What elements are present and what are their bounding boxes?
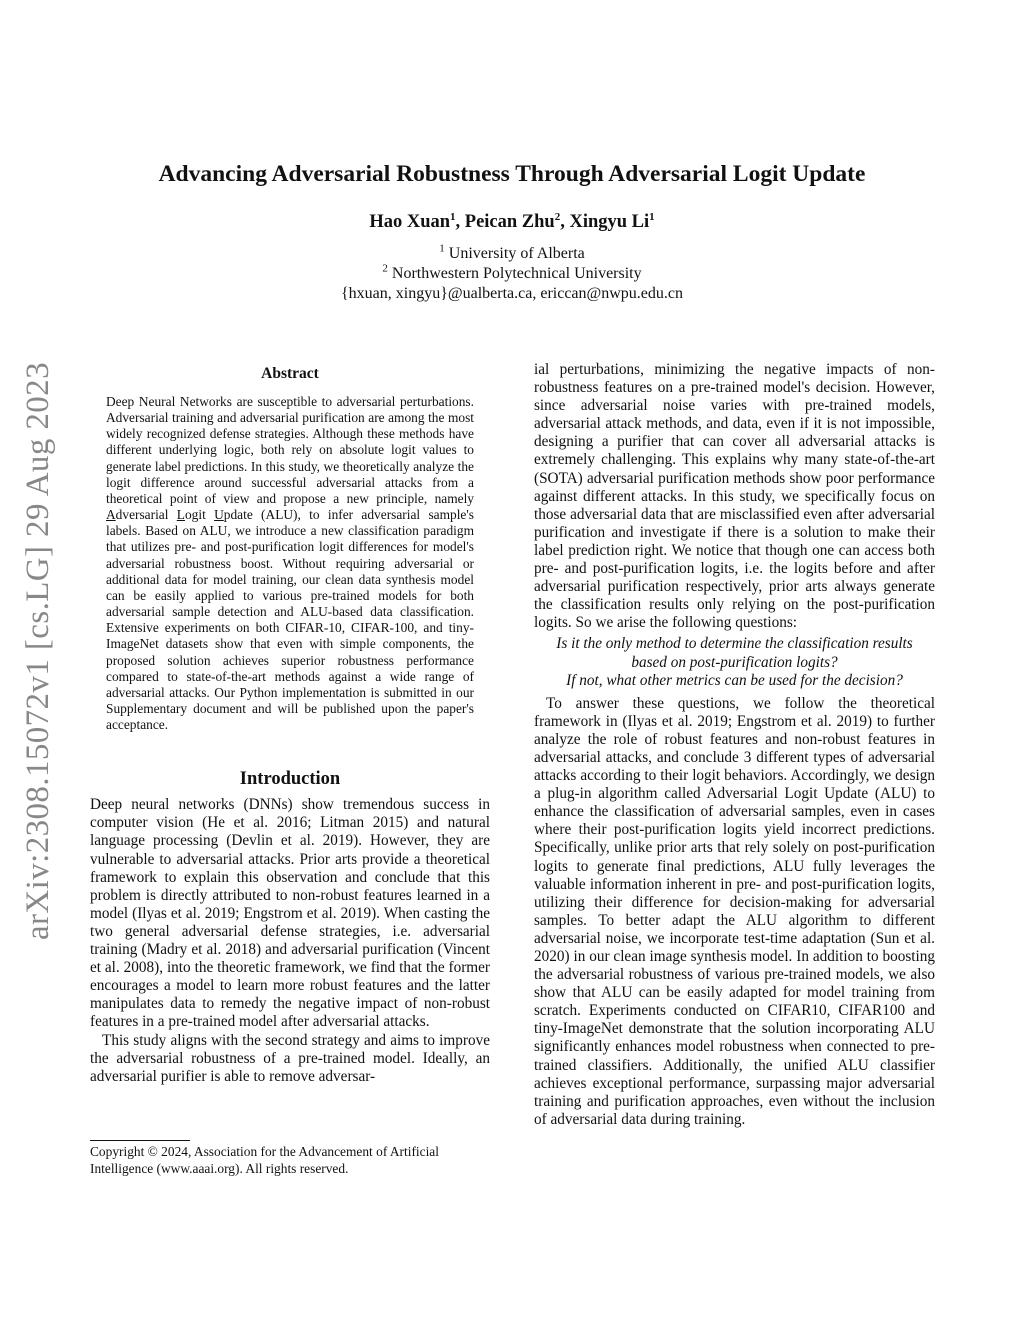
affiliations: [100, 244, 924, 304]
question-1-line-1: Is it the only method to determine the classification results: [556, 635, 913, 653]
paper-title: Advancing Adversarial Robustness Through Adversarial Logit Update: [158, 161, 866, 187]
footnote-rule: [90, 1140, 190, 1141]
affiliation: $^2$ Northwestern Polytechnical University: [382, 262, 642, 282]
right-paragraph-2: To answer these questions, we follow the theoretical framework in (Ilyas et al. 2019; Engstrom et al. 2019) to further analyze the role of robust features and non-robust features in adversarial attacks, and conclude 3 different types of adversarial attacks according to their logit behaviors. Accordingly, we design a plug-in algorithm called Adversarial Logit Update (ALU) to enhance the classification of adversarial samples, even in cases where their post-purification logits yield incorrect predictions. Specifically, unlike prior arts that rely solely on post-purification logits to generate final predictions, ALU fully leverages the valuable information inherent in pre- and post-purification logits, utilizing their difference for decision-making for adversarial samples. To better adapt the ALU algorithm to different adversarial noise, we incorporate test-time adaptation (Sun et al. 2020) in our clean image synthesis model. In addition to boosting the adversarial robustness of various pre-trained models, we also show that ALU can be easily adapted for model training from scratch. Experiments conducted on CIFAR10, CIFAR100 and tiny-ImageNet demonstrate that the solution incorporating ALU significantly enhances model robustness when connected to pre-trained classifiers. Additionally, the unified ALU classifier achieves exceptional performance, surpassing major adversarial training and purification approaches, even without the inclusion of adversarial data during training.: [534, 694, 935, 1128]
question-2: If not, what other metrics can be used for the decision?: [566, 671, 903, 689]
author: Peican Zhu$^2$,: [464, 210, 570, 232]
question-1-line-2: based on post-purification logits?: [631, 653, 838, 671]
abstract-heading: Abstract: [261, 365, 319, 382]
copyright-footnote: Copyright © 2024, Association for the Advancement of Artificial Intelligence (www.aaai.org). All rights reserved.: [90, 1144, 439, 1176]
arxiv-stamp: arXiv:2308.15072v1 [cs.LG] 29 Aug 2023: [20, 362, 56, 940]
left-column: [90, 364, 490, 1086]
introduction-heading: Introduction: [239, 769, 341, 790]
author-list: [100, 209, 924, 235]
research-questions: [534, 635, 935, 689]
author-emails: {hxuan, xingyu}@ualberta.ca, ericcan@nwpu.edu.cn: [340, 285, 684, 302]
affiliation: $^1$ University of Alberta: [439, 242, 585, 262]
right-column: [534, 361, 935, 1129]
alu-acronym: Adversarial Logit Update: [106, 507, 253, 523]
intro-paragraph-2: This study aligns with the second strategy and aims to improve the adversarial robustness of a pre-trained model. Ideally, an adversarial purifier is able to remove adversar-: [90, 1031, 490, 1085]
author: Xingyu Li$^1$: [569, 210, 655, 232]
author: Hao Xuan$^1$,: [369, 210, 465, 232]
abstract-text: Deep Neural Networks are susceptible to adversarial perturbations. Adversarial training and adversarial purification are among the most widely recognized defense strategies. Although these methods have different underlying logic, both rely on absolute logit values to generate label predictions. In this study, we theoretically analyze the logit difference around successful adversarial attacks from a theoretical point of view and propose a new principle, namely Adversarial Logit Update (ALU), to infer adversarial sample's labels. Based on ALU, we introduce a new classification paradigm that utilizes pre- and post-purification logit differences for model's adversarial robustness boost. Without requiring adversarial or additional data for model training, our clean data synthesis model can be easily applied to various pre-trained models for both adversarial sample detection and ALU-based data classification. Extensive experiments on both CIFAR-10, CIFAR-100, and tiny-ImageNet datasets show that even with simple components, the proposed solution achieves superior robustness performance compared to state-of-the-art methods against a wide range of adversarial attacks. Our Python implementation is submitted in our Supplementary document and will be published upon the paper's acceptance.: [106, 394, 475, 733]
right-paragraph-1: ial perturbations, minimizing the negative impacts of non-robustness features on a pre-trained model's decision. However, since adversarial noise varies with pre-trained models, adversarial attack methods, and data, even if it is not impossible, designing a purifier that can cover all adversarial attacks is extremely challenging. This explains why many state-of-the-art (SOTA) adversarial purification methods show poor performance against different attacks. In this study, we specifically focus on those adversarial data that are misclassified even after adversarial purification and investigate if there is a solution to make their label prediction right. We notice that though one can access both pre- and post-purification logits, i.e. the logits before and after adversarial purification respectively, prior arts always generate the classification results only relying on the post-purification logits. So we arise the following questions:: [534, 361, 935, 632]
intro-paragraph-1: Deep neural networks (DNNs) show tremendous success in computer vision (He et al. 2016; Litman 2015) and natural language processing (Devlin et al. 2019). However, they are vulnerable to adversarial attacks. Prior arts provide a theoretical framework to explain this observation and conclude that this problem is directly attributed to non-robust features learned in a model (Ilyas et al. 2019; Engstrom et al. 2019). When casting the two general adversarial defense strategies, i.e. adversarial training (Madry et al. 2018) and adversarial purification (Vincent et al. 2008), into the theoretic framework, we find that the former encourages a model to learn more robust features and the latter manipulates data to remedy the negative impact of non-robust features in a pre-trained model after adversarial attacks.: [90, 796, 490, 1031]
